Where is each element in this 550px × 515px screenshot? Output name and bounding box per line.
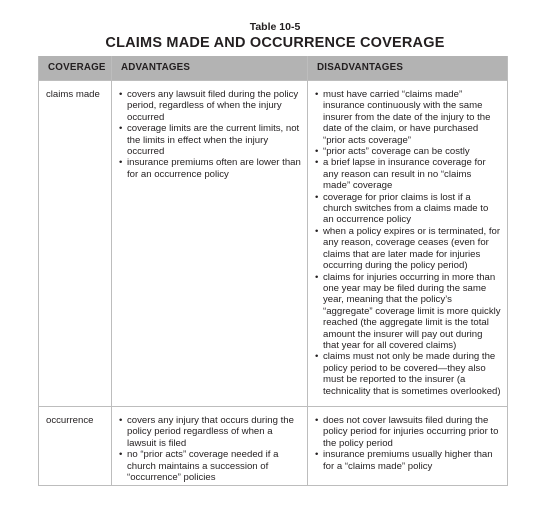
coverage-table [38, 56, 508, 486]
list-item: • “prior acts” coverage can be costly [315, 146, 501, 157]
disadvantages-list [315, 415, 501, 472]
list-item: • coverage limits are the current limits, not the limits in effect when the injury occurred [119, 123, 301, 157]
list-item: • no “prior acts” coverage needed if a church maintains a succession of “occurrence” policies [119, 449, 301, 483]
table-title: CLAIMS MADE AND OCCURRENCE COVERAGE [105, 35, 445, 51]
disadvantages-cell [308, 81, 508, 407]
column-header-advantages: ADVANTAGES [112, 56, 308, 81]
table-row-occurrence [39, 407, 508, 486]
list-item: • coverage for prior claims is lost if a church switches from a claims made to an occurrence policy [315, 192, 501, 226]
list-item: • does not cover lawsuits filed during the policy period for injuries occurring prior to the policy period [315, 415, 501, 449]
coverage-cell: occurrence [39, 407, 112, 486]
list-item: • insurance premiums usually higher than for a “claims made” policy [315, 449, 501, 472]
advantages-list [119, 415, 301, 483]
list-item: • when a policy expires or is terminated, for any reason, coverage ceases (even for claims that are later made for injuries occurring during the policy period) [315, 226, 501, 272]
column-header-coverage: COVERAGE [39, 56, 112, 81]
disadvantages-list [315, 89, 501, 397]
advantages-cell [112, 407, 308, 486]
table-caption: Table 10-5 [249, 21, 301, 33]
disadvantages-cell [308, 407, 508, 486]
list-item: • claims for injuries occurring in more than one year may be filed during the same year, meaning that the policy’s “aggregate” coverage limit is more quickly reached (the aggregate limit is the total amount the insurer will pay out during that year for all covered claims) [315, 272, 501, 352]
table-row-claims-made [39, 81, 508, 407]
list-item: • covers any lawsuit filed during the policy period, regardless of when the injury occurred [119, 89, 301, 123]
advantages-cell [112, 81, 308, 407]
coverage-cell: claims made [39, 81, 112, 407]
list-item: • a brief lapse in insurance coverage for any reason can result in no “claims made” coverage [315, 157, 501, 191]
column-header-disadvantages: DISADVANTAGES [308, 56, 508, 81]
table-header-row [39, 56, 508, 81]
list-item: • insurance premiums often are lower than for an occurrence policy [119, 157, 301, 180]
list-item: • covers any injury that occurs during the policy period regardless of when a lawsuit is filed [119, 415, 301, 449]
list-item: • claims must not only be made during the policy period to be covered—they also must be reported to the insurer (a technicality that is sometimes overlooked) [315, 351, 501, 397]
advantages-list [119, 89, 301, 180]
list-item: • must have carried “claims made” insurance continuously with the same insurer from the date of the injury to the date of the claim, or have purchased “prior acts coverage” [315, 89, 501, 146]
